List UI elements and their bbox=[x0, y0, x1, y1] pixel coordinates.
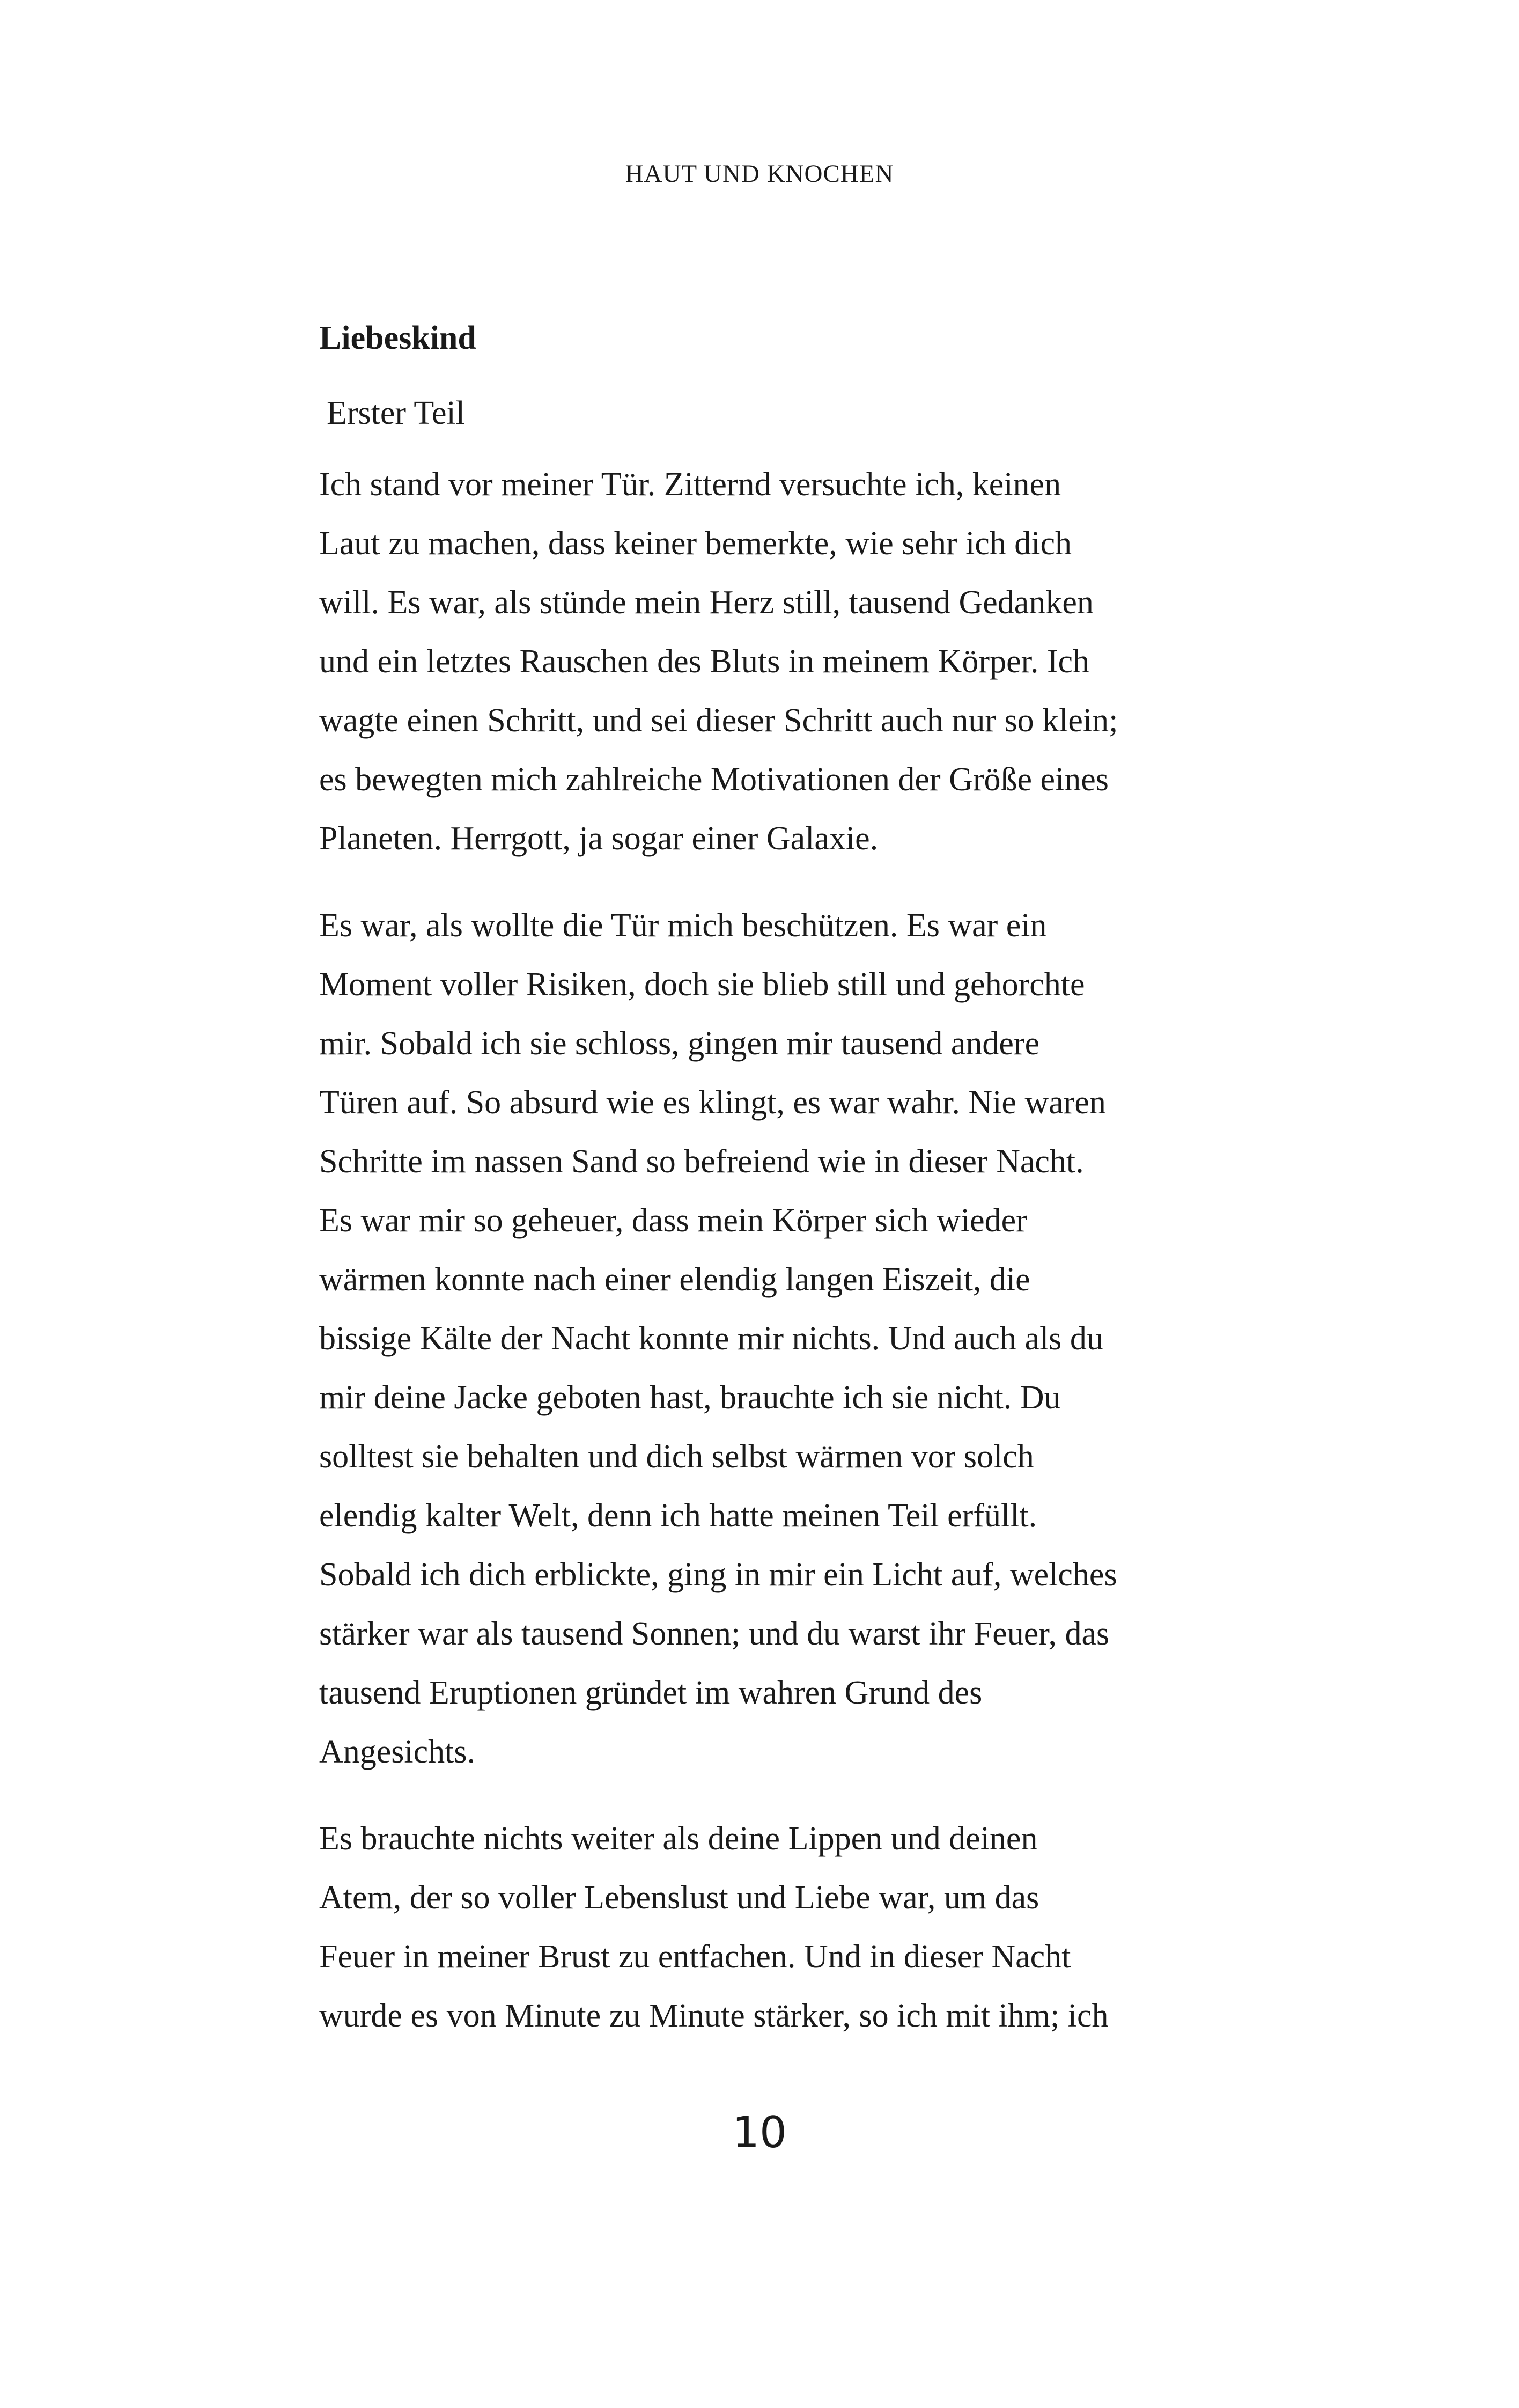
text-line: Es war, als wollte die Tür mich beschützen. Es war ein bbox=[319, 907, 1047, 944]
chapter-title: Liebeskind bbox=[319, 320, 476, 356]
text-line: Es war mir so geheuer, dass mein Körper sich wieder bbox=[319, 1202, 1027, 1239]
text-line: Angesichts. bbox=[319, 1734, 476, 1770]
text-line: tausend Eruptionen gründet im wahren Grund des bbox=[319, 1675, 983, 1711]
text-line: Türen auf. So absurd wie es klingt, es war wahr. Nie waren bbox=[319, 1084, 1106, 1121]
text-line: wärmen konnte nach einer elendig langen Eiszeit, die bbox=[319, 1261, 1030, 1298]
text-line: Moment voller Risiken, doch sie blieb still und gehorchte bbox=[319, 966, 1085, 1003]
text-line: Ich stand vor meiner Tür. Zitternd versuchte ich, keinen bbox=[319, 466, 1061, 503]
chapter-subtitle: Erster Teil bbox=[327, 395, 465, 431]
text-line: mir deine Jacke geboten hast, brauchte ich sie nicht. Du bbox=[319, 1379, 1061, 1416]
text-line: Sobald ich dich erblickte, ging in mir ein Licht auf, welches bbox=[319, 1557, 1117, 1593]
running-header: HAUT UND KNOCHEN bbox=[625, 160, 894, 188]
text-line: Planeten. Herrgott, ja sogar einer Galaxie. bbox=[319, 820, 879, 857]
text-line: Es brauchte nichts weiter als deine Lippen und deinen bbox=[319, 1820, 1038, 1857]
text-line: mir. Sobald ich sie schloss, gingen mir tausend andere bbox=[319, 1025, 1040, 1062]
text-line: solltest sie behalten und dich selbst wärmen vor solch bbox=[319, 1438, 1034, 1475]
text-line: wurde es von Minute zu Minute stärker, so ich mit ihm; ich bbox=[319, 1998, 1109, 2034]
text-line: wagte einen Schritt, und sei dieser Schritt auch nur so klein; bbox=[319, 702, 1118, 739]
text-line: will. Es war, als stünde mein Herz still, tausend Gedanken bbox=[319, 584, 1094, 621]
paragraph-1 bbox=[319, 455, 1210, 868]
page-number: 10 bbox=[732, 2108, 787, 2157]
paragraph-2 bbox=[319, 896, 1210, 1781]
text-line: stärker war als tausend Sonnen; und du warst ihr Feuer, das bbox=[319, 1616, 1110, 1652]
text-line: und ein letztes Rauschen des Bluts in meinem Körper. Ich bbox=[319, 643, 1089, 680]
paragraph-3 bbox=[319, 1809, 1210, 2045]
text-line: Feuer in meiner Brust zu entfachen. Und in dieser Nacht bbox=[319, 1939, 1071, 1975]
text-line: Laut zu machen, dass keiner bemerkte, wie sehr ich dich bbox=[319, 525, 1072, 562]
text-line: elendig kalter Welt, denn ich hatte meinen Teil erfüllt. bbox=[319, 1497, 1037, 1534]
text-line: Atem, der so voller Lebenslust und Liebe war, um das bbox=[319, 1880, 1039, 1916]
text-line: es bewegten mich zahlreiche Motivationen der Größe eines bbox=[319, 761, 1109, 798]
text-line: bissige Kälte der Nacht konnte mir nichts. Und auch als du bbox=[319, 1320, 1103, 1357]
text-line: Schritte im nassen Sand so befreiend wie in dieser Nacht. bbox=[319, 1143, 1084, 1180]
body-text bbox=[319, 317, 1210, 2045]
